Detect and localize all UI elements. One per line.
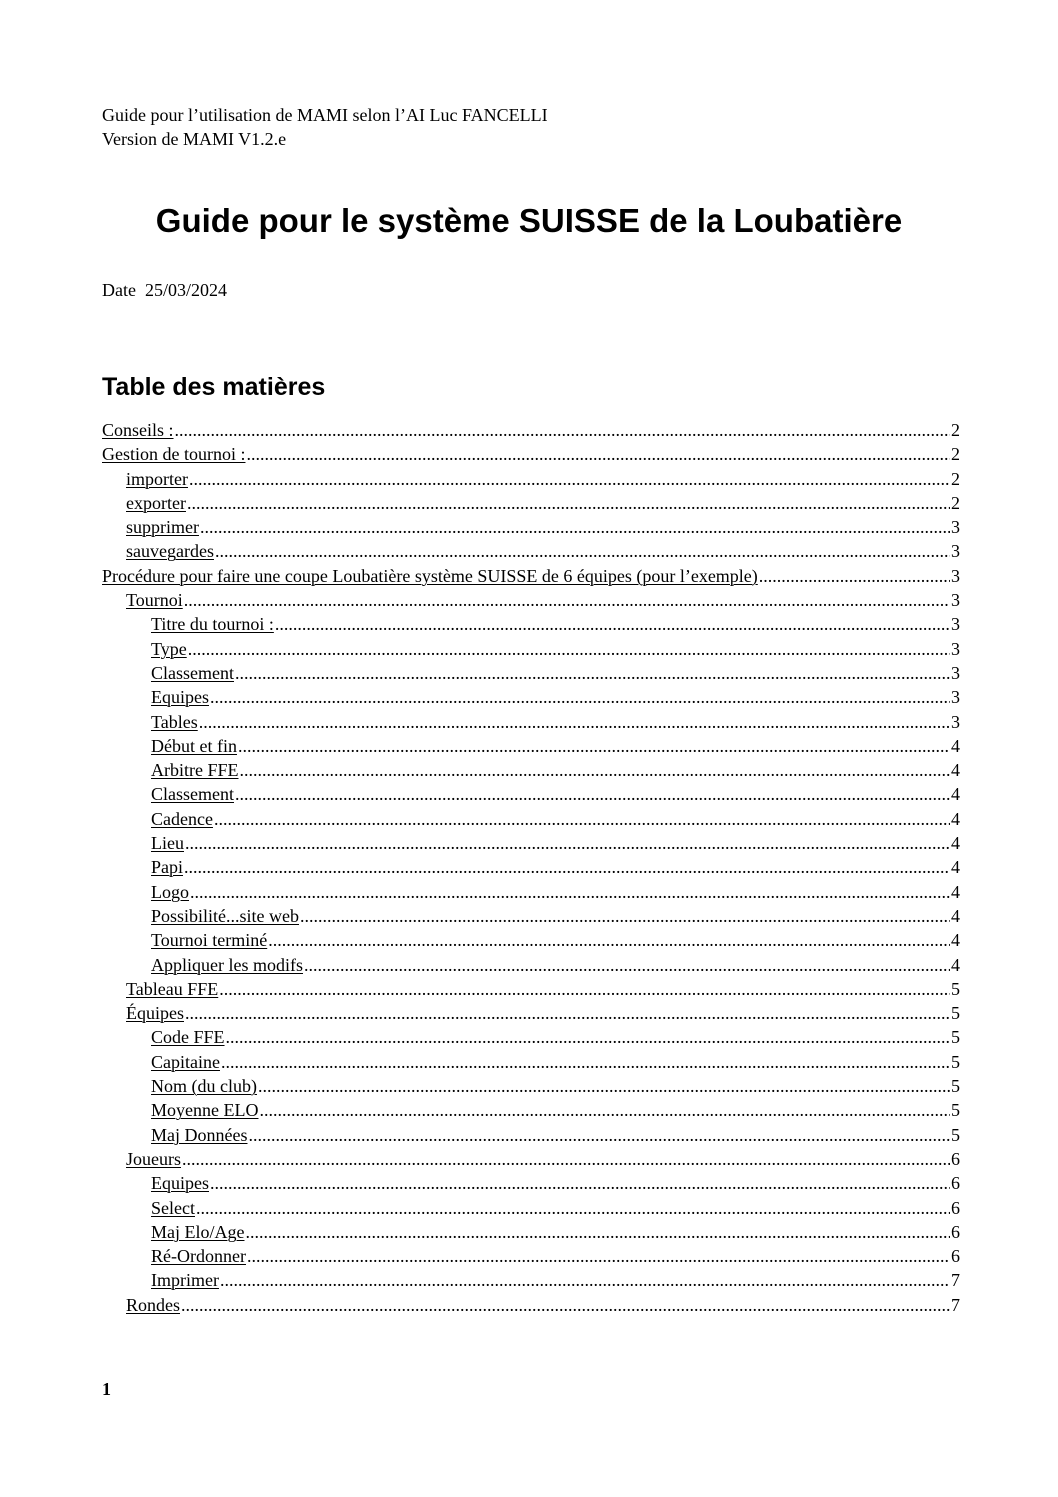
toc-entry-link[interactable]: Imprimer xyxy=(151,1270,219,1291)
toc-page-number: 2 xyxy=(951,444,960,465)
toc-entry-link[interactable]: Ré-Ordonner xyxy=(151,1246,246,1267)
toc-dot-leader xyxy=(268,928,950,952)
toc-entry[interactable] xyxy=(102,1293,960,1317)
toc-page-number: 4 xyxy=(951,833,960,854)
toc-page-number: 4 xyxy=(951,954,960,975)
toc-dot-leader xyxy=(221,1050,950,1074)
toc-page-number: 3 xyxy=(951,638,960,659)
toc-entry[interactable] xyxy=(102,1050,960,1074)
toc-entry[interactable] xyxy=(102,539,960,563)
toc-page-number: 4 xyxy=(951,857,960,878)
toc-page-number: 2 xyxy=(951,492,960,513)
toc-entry-link[interactable]: Type xyxy=(151,638,187,659)
toc-entry[interactable] xyxy=(102,1196,960,1220)
toc-page-number: 6 xyxy=(951,1197,960,1218)
toc-page-number: 4 xyxy=(951,930,960,951)
toc-dot-leader xyxy=(220,1268,950,1292)
toc-page-number: 4 xyxy=(951,905,960,926)
toc-entry[interactable] xyxy=(102,1123,960,1147)
toc-page-number: 5 xyxy=(951,1051,960,1072)
toc-dot-leader xyxy=(210,1171,950,1195)
toc-page-number: 6 xyxy=(951,1221,960,1242)
toc-entry[interactable] xyxy=(102,1244,960,1268)
toc-dot-leader xyxy=(215,539,950,563)
toc-dot-leader xyxy=(219,977,950,1001)
toc-dot-leader xyxy=(246,442,950,466)
toc-entry-link[interactable]: Conseils : xyxy=(102,420,174,440)
toc-page-number: 2 xyxy=(951,468,960,489)
toc-entry-link[interactable]: Maj Elo/Age xyxy=(151,1221,245,1242)
toc-entry-link[interactable]: Moyenne ELO xyxy=(151,1100,259,1121)
toc-page-number: 5 xyxy=(951,1003,960,1024)
toc-entry[interactable] xyxy=(102,491,960,515)
toc-dot-leader xyxy=(247,1244,950,1268)
toc-entry-link[interactable]: Rondes xyxy=(126,1294,180,1315)
toc-entry-link[interactable]: Maj Données xyxy=(151,1124,248,1145)
toc-entry[interactable] xyxy=(102,1025,960,1049)
toc-dot-leader xyxy=(245,1220,950,1244)
toc-entry-link[interactable]: Code FFE xyxy=(151,1027,225,1048)
toc-page-number: 6 xyxy=(951,1246,960,1267)
document-title: Guide pour le système SUISSE de la Loubatière xyxy=(155,202,903,239)
toc-dot-leader xyxy=(199,710,950,734)
toc-entry-link[interactable]: Gestion de tournoi : xyxy=(102,444,246,465)
toc-entry[interactable] xyxy=(102,637,960,661)
toc-dot-leader xyxy=(182,1147,950,1171)
toc-dot-leader xyxy=(238,734,950,758)
toc-entry-link[interactable]: Titre du tournoi : xyxy=(151,614,274,635)
toc-dot-leader xyxy=(248,1123,950,1147)
toc-entry[interactable] xyxy=(102,977,960,1001)
toc-page-number: 3 xyxy=(951,614,960,635)
toc-dot-leader xyxy=(184,588,950,612)
toc-entry-link[interactable]: exporter xyxy=(126,492,186,513)
toc-dot-leader xyxy=(200,515,950,539)
toc-entry[interactable] xyxy=(102,418,960,442)
toc-entry-link[interactable]: sauvegardes xyxy=(126,541,214,562)
toc-page-number: 4 xyxy=(951,760,960,781)
toc-entry-link[interactable]: Nom (du club) xyxy=(151,1076,257,1097)
toc-dot-leader xyxy=(275,612,950,636)
toc-dot-leader xyxy=(188,637,950,661)
toc-entry-link[interactable]: Tournoi terminé xyxy=(151,930,268,951)
header-author-line: Guide pour l’utilisation de MAMI selon l’AI Luc FANCELLI xyxy=(102,105,548,125)
toc-page-number: 3 xyxy=(951,711,960,732)
toc-page-number: 3 xyxy=(951,590,960,611)
toc-dot-leader xyxy=(304,953,950,977)
toc-entry[interactable] xyxy=(102,807,960,831)
header-version-line: Version de MAMI V1.2.e xyxy=(102,129,287,149)
toc-entry-link[interactable]: Joueurs xyxy=(126,1148,181,1169)
toc-entry[interactable] xyxy=(102,782,960,806)
toc-page-number: 3 xyxy=(951,687,960,708)
toc-dot-leader xyxy=(235,661,950,685)
toc-dot-leader xyxy=(196,1196,950,1220)
toc-entry[interactable] xyxy=(102,1098,960,1122)
toc-dot-leader xyxy=(210,685,950,709)
toc-entry[interactable] xyxy=(102,855,960,879)
toc-page-number: 4 xyxy=(951,784,960,805)
toc-entry-link[interactable]: Arbitre FFE xyxy=(151,760,239,781)
toc-page-number: 6 xyxy=(951,1173,960,1194)
toc-entry[interactable] xyxy=(102,1001,960,1025)
toc-entry[interactable] xyxy=(102,1220,960,1244)
toc-dot-leader xyxy=(184,855,950,879)
toc-dot-leader xyxy=(175,418,950,442)
toc-entry-link[interactable]: Equipes xyxy=(151,1173,209,1194)
toc-dot-leader xyxy=(259,1098,950,1122)
toc-entry[interactable] xyxy=(102,928,960,952)
toc-page-number: 5 xyxy=(951,1076,960,1097)
toc-entry[interactable] xyxy=(102,564,960,588)
toc-entry[interactable] xyxy=(102,880,960,904)
toc-entry-link[interactable]: supprimer xyxy=(126,517,199,538)
toc-entry[interactable] xyxy=(102,588,960,612)
toc-entry-link[interactable]: Appliquer les modifs xyxy=(151,954,303,975)
toc-entry-link[interactable]: Possibilité...site web xyxy=(151,905,299,926)
table-of-contents xyxy=(102,418,960,1317)
toc-entry-link[interactable]: Select xyxy=(151,1197,195,1218)
toc-page-number: 7 xyxy=(951,1270,960,1291)
toc-entry[interactable] xyxy=(102,734,960,758)
toc-page-number: 6 xyxy=(951,1148,960,1169)
toc-entry-link[interactable]: Logo xyxy=(151,881,189,902)
toc-dot-leader xyxy=(214,807,950,831)
toc-entry-link[interactable]: Tournoi xyxy=(126,590,183,611)
toc-dot-leader xyxy=(300,904,950,928)
toc-entry[interactable] xyxy=(102,467,960,491)
toc-page-number: 4 xyxy=(951,808,960,829)
toc-dot-leader xyxy=(185,831,950,855)
toc-entry[interactable] xyxy=(102,612,960,636)
toc-entry-link[interactable]: Tableau FFE xyxy=(126,978,219,999)
toc-entry[interactable] xyxy=(102,1147,960,1171)
toc-entry[interactable] xyxy=(102,515,960,539)
toc-entry[interactable] xyxy=(102,758,960,782)
toc-entry-link[interactable]: Cadence xyxy=(151,808,213,829)
toc-entry[interactable] xyxy=(102,953,960,977)
toc-dot-leader xyxy=(190,880,950,904)
toc-page-number: 3 xyxy=(951,541,960,562)
toc-page-number: 7 xyxy=(951,1294,960,1315)
toc-entry-link[interactable]: Classement xyxy=(151,784,234,805)
toc-dot-leader xyxy=(187,491,950,515)
toc-page-number: 3 xyxy=(951,565,960,586)
page-number: 1 xyxy=(102,1379,111,1399)
toc-entry-link[interactable]: Lieu xyxy=(151,833,184,854)
toc-page-number: 5 xyxy=(951,978,960,999)
toc-page-number: 5 xyxy=(951,1100,960,1121)
toc-dot-leader xyxy=(185,1001,950,1025)
toc-entry-link[interactable]: Papi xyxy=(151,857,184,878)
toc-page-number: 2 xyxy=(951,420,960,440)
toc-entry-link[interactable]: Procédure pour faire une coupe Loubatière système SUISSE de 6 équipes (pour l’exemple) xyxy=(102,565,758,586)
toc-heading: Table des matières xyxy=(102,373,326,401)
toc-dot-leader xyxy=(181,1293,950,1317)
toc-page-number: 5 xyxy=(951,1124,960,1145)
toc-dot-leader xyxy=(759,564,950,588)
toc-entry-link[interactable]: Début et fin xyxy=(151,735,237,756)
toc-dot-leader xyxy=(240,758,951,782)
document-date: Date 25/03/2024 xyxy=(102,280,227,300)
toc-page-number: 4 xyxy=(951,881,960,902)
toc-dot-leader xyxy=(235,782,950,806)
toc-dot-leader xyxy=(189,467,950,491)
toc-entry-link[interactable]: Classement xyxy=(151,662,234,683)
toc-entry[interactable] xyxy=(102,710,960,734)
toc-entry[interactable] xyxy=(102,1074,960,1098)
toc-page-number: 5 xyxy=(951,1027,960,1048)
toc-dot-leader xyxy=(258,1074,950,1098)
toc-entry[interactable] xyxy=(102,1268,960,1292)
toc-entry[interactable] xyxy=(102,685,960,709)
toc-entry[interactable] xyxy=(102,831,960,855)
toc-entry[interactable] xyxy=(102,661,960,685)
toc-entry[interactable] xyxy=(102,442,960,466)
toc-dot-leader xyxy=(226,1025,950,1049)
toc-entry-link[interactable]: Capitaine xyxy=(151,1051,220,1072)
toc-entry-link[interactable]: Tables xyxy=(151,711,198,732)
toc-entry[interactable] xyxy=(102,1171,960,1195)
toc-entry-link[interactable]: importer xyxy=(126,468,188,489)
toc-page-number: 3 xyxy=(951,517,960,538)
toc-page-number: 3 xyxy=(951,662,960,683)
toc-entry-link[interactable]: Équipes xyxy=(126,1003,184,1024)
toc-entry[interactable] xyxy=(102,904,960,928)
toc-entry-link[interactable]: Equipes xyxy=(151,687,209,708)
toc-page-number: 4 xyxy=(951,735,960,756)
